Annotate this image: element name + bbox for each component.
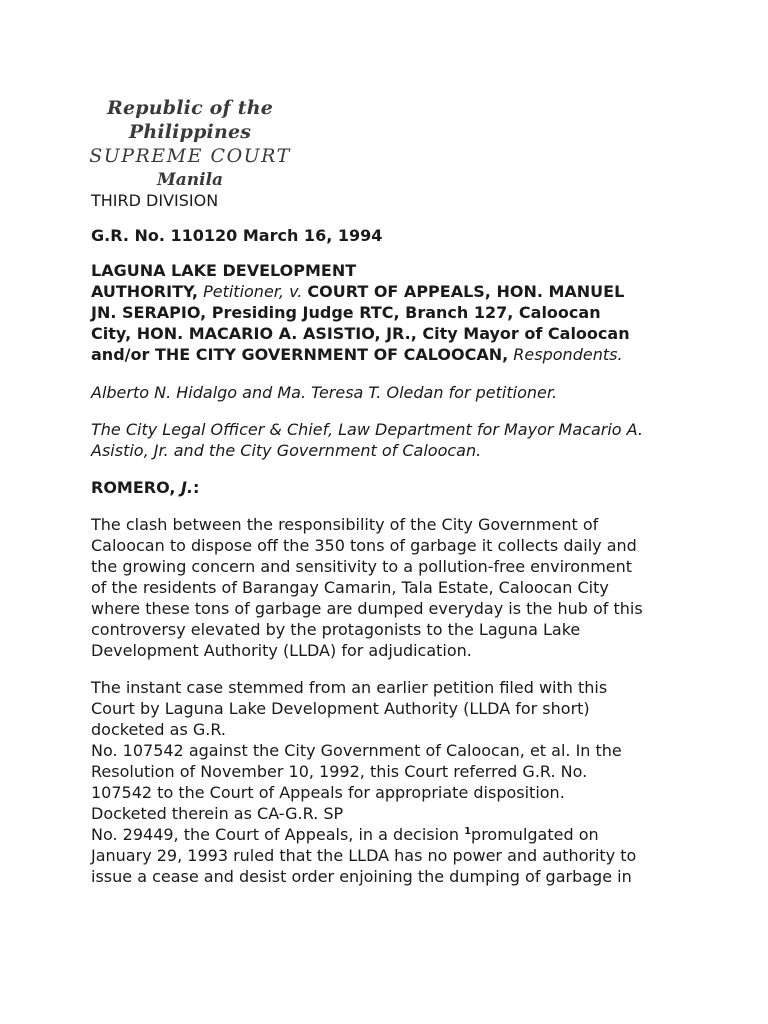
paragraph-2-line: Docketed therein as CA-G.R. SP (91, 804, 344, 823)
header-republic: Republic of the Philippines (106, 97, 274, 143)
counsel-respondents-line-2: Asistio, Jr. and the City Government of Caloocan. (91, 441, 482, 460)
paragraph-2-line (91, 824, 701, 845)
respondents-role: Respondents. (508, 345, 623, 364)
paragraph-2-line: Court by Laguna Lake Development Authority (LLDA for short) (91, 699, 590, 718)
document-body (91, 190, 701, 887)
paragraph-2-line: No. 107542 against the City Government of Caloocan, et al. In the (91, 741, 622, 760)
ponente-colon: : (193, 478, 200, 497)
paragraph-1 (91, 514, 701, 661)
paragraph-1-line: The clash between the responsibility of the City Government of (91, 515, 599, 534)
parties-line-3: JN. SERAPIO, Presiding Judge RTC, Branch 127, Caloocan (91, 303, 601, 322)
division-label: THIRD DIVISION (91, 191, 219, 210)
paragraph-2-line: issue a cease and desist order enjoining the dumping of garbage in (91, 867, 632, 886)
ponente (91, 477, 701, 498)
paragraph-2-line: Resolution of November 10, 1992, this Court referred G.R. No. (91, 762, 588, 781)
case-number: G.R. No. 110120 March 16, 1994 (91, 226, 383, 245)
footnote-ref-1[interactable]: 1 (464, 826, 472, 837)
paragraph-2-line: docketed as G.R. (91, 720, 226, 739)
parties-line-4: City, HON. MACARIO A. ASISTIO, JR., City Mayor of Caloocan (91, 324, 630, 343)
paragraph-2-text: No. 29449, the Court of Appeals, in a decision (91, 825, 465, 844)
paragraph-1-line: the growing concern and sensitivity to a pollution-free environment (91, 557, 633, 576)
respondent-court: COURT OF APPEALS, HON. MANUEL (307, 282, 625, 301)
case-parties (91, 260, 701, 365)
paragraph-1-line: Caloocan to dispose off the 350 tons of garbage it collects daily and (91, 536, 637, 555)
parties-line-2 (91, 281, 701, 302)
parties-line-1: LAGUNA LAKE DEVELOPMENT (91, 261, 357, 280)
paragraph-1-line: where these tons of garbage are dumped everyday is the hub of this (91, 599, 643, 618)
paragraph-2-text: promulgated on (471, 825, 599, 844)
petitioner-name-end: AUTHORITY, (91, 282, 198, 301)
paragraph-2-line: 107542 to the Court of Appeals for appropriate disposition. (91, 783, 565, 802)
counsel-respondents-line-1: The City Legal Officer & Chief, Law Department for Mayor Macario A. (91, 420, 643, 439)
ponente-title: J. (175, 478, 194, 497)
petitioner-role: Petitioner, v. (198, 282, 308, 301)
parties-line-5 (91, 344, 701, 365)
counsel-respondents (91, 419, 701, 461)
paragraph-1-line: controversy elevated by the protagonists to the Laguna Lake (91, 620, 581, 639)
counsel-petitioner: Alberto N. Hidalgo and Ma. Teresa T. Oledan for petitioner. (91, 383, 558, 402)
paragraph-2-line: The instant case stemmed from an earlier petition filed with this (91, 678, 608, 697)
paragraph-1-line: of the residents of Barangay Camarin, Tala Estate, Caloocan City (91, 578, 609, 597)
ponente-name: ROMERO, (91, 478, 176, 497)
paragraph-2-line: January 29, 1993 ruled that the LLDA has no power and authority to (91, 846, 637, 865)
paragraph-1-line: Development Authority (LLDA) for adjudication. (91, 641, 472, 660)
paragraph-2 (91, 677, 701, 887)
respondent-city: and/or THE CITY GOVERNMENT OF CALOOCAN, (91, 345, 509, 364)
court-header (60, 96, 320, 192)
header-supreme-court: SUPREME COURT (89, 145, 291, 167)
header-manila: Manila (156, 170, 224, 190)
